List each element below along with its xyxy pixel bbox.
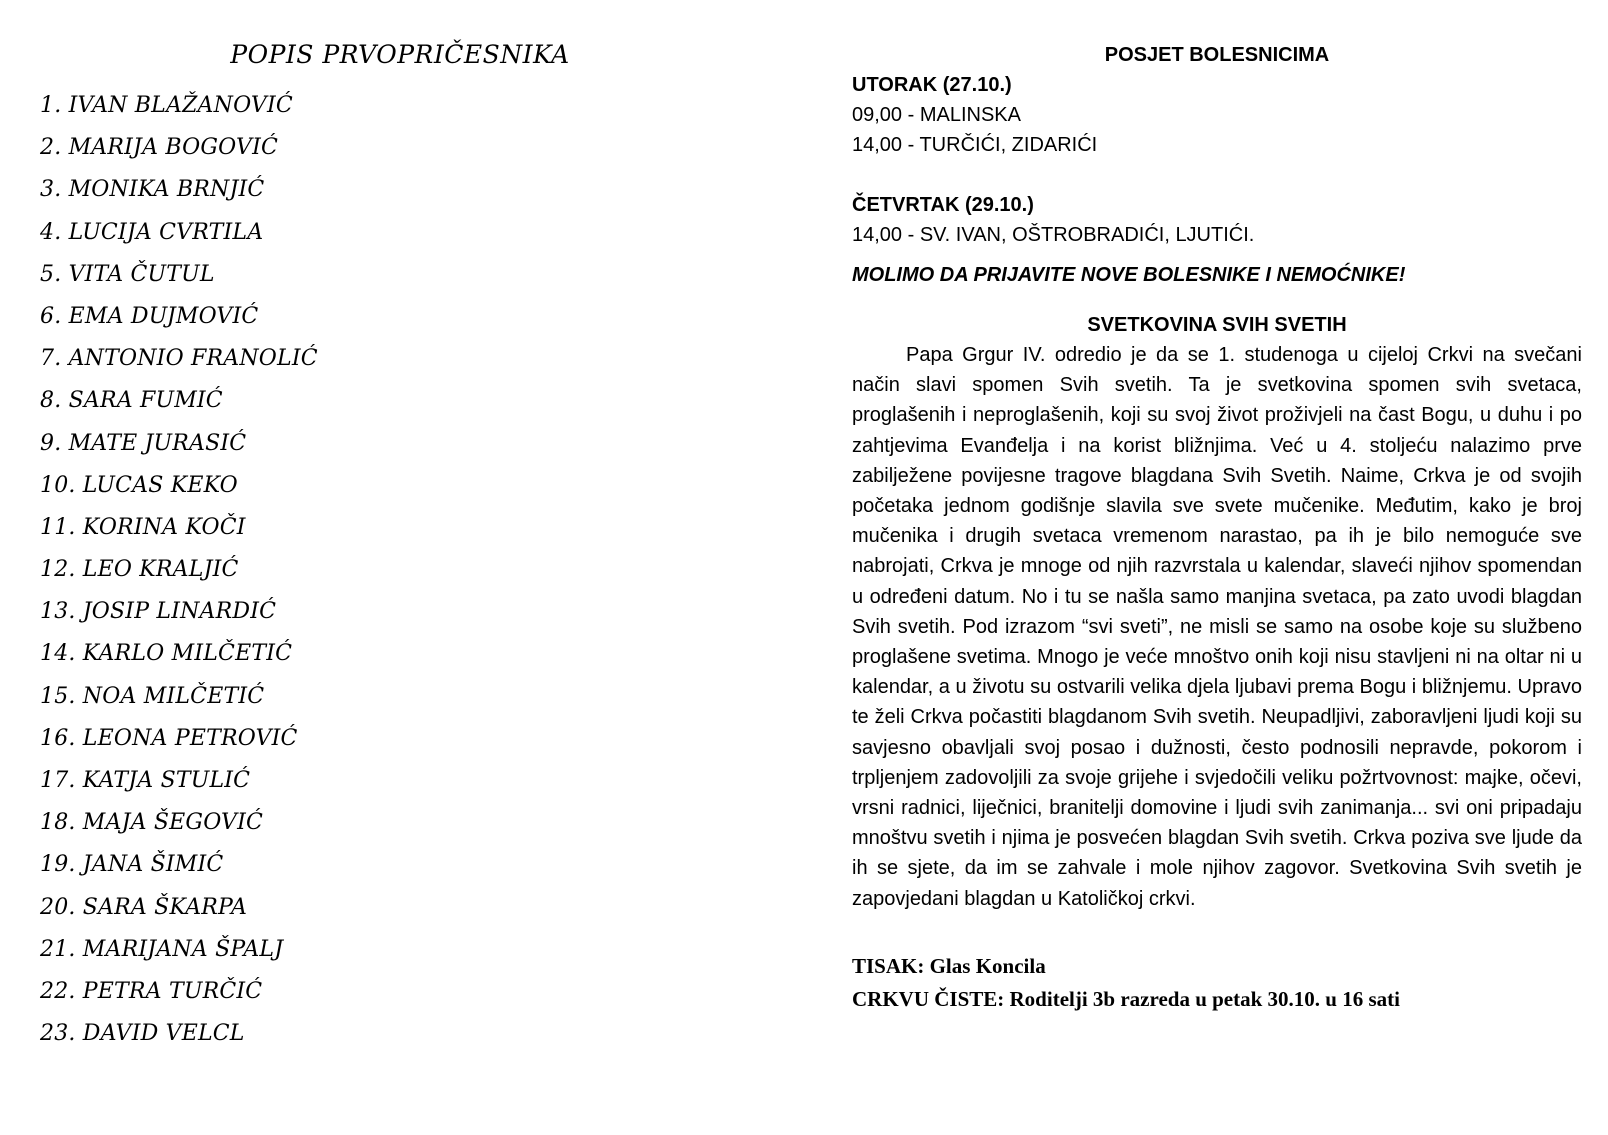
list-item: 1. IVAN BLAŽANOVIĆ [40,93,293,118]
visits-title: POSJET BOLESNICIMA [1104,44,1330,66]
list-item: 5. VITA ČUTUL [40,261,215,287]
list-item: 21. MARIJANA ŠPALJ [40,936,284,962]
list-item: 18. MAJA ŠEGOVIĆ [40,810,264,836]
feast-title: SVETKOVINA SVIH SVETIH [1087,314,1347,336]
feast-paragraph: Papa Grgur IV. odredio je da se 1. studenoga u cijeloj Crkvi na svečani način slavi spomen Svih svetih. Ta je svetkovina spomen svih svetaca, proglašenih i neproglašenih, koji su svoj život proživjeli na čast Bogu, u duhu i po zahtjevima Evanđelja i na korist bližnjima. Već u 4. stoljeću nalazimo prve zabilježene povijesne tragove blagdana Svih Svetih. Naime, Crkva je od svojih početaka jednom godišnje slavila sve svete mučenike. Međutim, kako je broj mučenika i drugih svetaca vremenom narastao, pa ih je bilo nemoguće sve nabrojati, Crkva je mnoge od njih razvrstala u kalendar, slaveći njihov spomendan u određeni datum. No i tu se našla samo manjina svetaca, pa zato uvodi blagdan Svih svetih. Pod izrazom “svi sveti”, ne misli se samo na osobe koje su službeno proglašene svetima. Mnogo je veće mnoštvo onih koji nisu stavljeni ni na oltar ni u kalendar, a u životu su ostvarili velika djela ljubavi prema Bogu i bližnjemu. Upravo te želi Crkva počastiti blagdanom Svih svetih. Neupadljivi, zaboravljeni ljudi koji su savjesno obavljali svoj posao i dužnosti, često podnosili nepravde, pokorom i trpljenjem zadovoljili za svoje grijehe i svjedočili veliku požrtvovnost: majke, očevi, vrsni radnici, liječnici, branitelji domovine i ljudi svih zanimanja... svi oni pripadaju mnoštvu svetih i njima je posvećen blagdan Svih svetih. Crkva poziva sve ljude da ih se sjete, da im se zahvale i mole njihov zagovor. Svetkovina Svih svetih je zapovjedani blagdan u Katoličkoj crkvi. [852,344,1582,910]
list-item: 11. KORINA KOČI [40,514,246,540]
list-item: 7. ANTONIO FRANOLIĆ [40,346,318,372]
communicants-list [40,85,780,1055]
list-title: POPIS PRVOPRIČESNIKA [230,40,570,69]
list-item: 22. PETRA TURČIĆ [40,978,263,1004]
list-item: 10. LUCAS KEKO [40,472,238,498]
list-item: 6. EMA DUJMOVIĆ [40,303,259,329]
cleaning-line: CRKVU ČISTE: Roditelji 3b razreda u petak 30.10. u 16 sati [852,986,1400,1011]
list-item: 9. MATE JURASIĆ [40,430,247,456]
day-heading-tuesday: UTORAK (27.10.) [852,74,1012,96]
list-item: 14. KARLO MILČETIĆ [40,641,293,667]
schedule-line: 14,00 - SV. IVAN, OŠTROBRADIĆI, LJUTIĆI. [852,224,1255,246]
list-item: 12. LEO KRALJIĆ [40,557,239,583]
list-item: 16. LEONA PETROVIĆ [40,725,298,751]
list-item: 19. JANA ŠIMIĆ [40,852,224,878]
first-communicants-section [40,40,780,1055]
day-heading-thursday: ČETVRTAK (29.10.) [852,194,1034,216]
list-item: 4. LUCIJA CVRTILA [40,219,264,245]
list-item: 3. MONIKA BRNJIĆ [40,177,265,203]
footer-notes [852,950,1582,1016]
list-item: 23. DAVID VELCL [40,1021,245,1047]
announcements-section [852,40,1582,1016]
list-item: 13. JOSIP LINARDIĆ [40,599,277,625]
schedule-line: 09,00 - MALINSKA [852,104,1021,126]
list-item: 8. SARA FUMIĆ [40,388,223,414]
list-item: 2. MARIJA BOGOVIĆ [40,135,278,161]
list-item: 17. KATJA STULIĆ [40,768,251,793]
print-line: TISAK: Glas Koncila [852,953,1046,978]
list-item: 15. NOA MILČETIĆ [40,683,265,709]
schedule-line: 14,00 - TURČIĆI, ZIDARIĆI [852,134,1098,156]
list-item: 20. SARA ŠKARPA [40,894,248,920]
spacer [852,160,1582,190]
sick-notice: MOLIMO DA PRIJAVITE NOVE BOLESNIKE I NEMOĆNIKE! [852,264,1406,286]
